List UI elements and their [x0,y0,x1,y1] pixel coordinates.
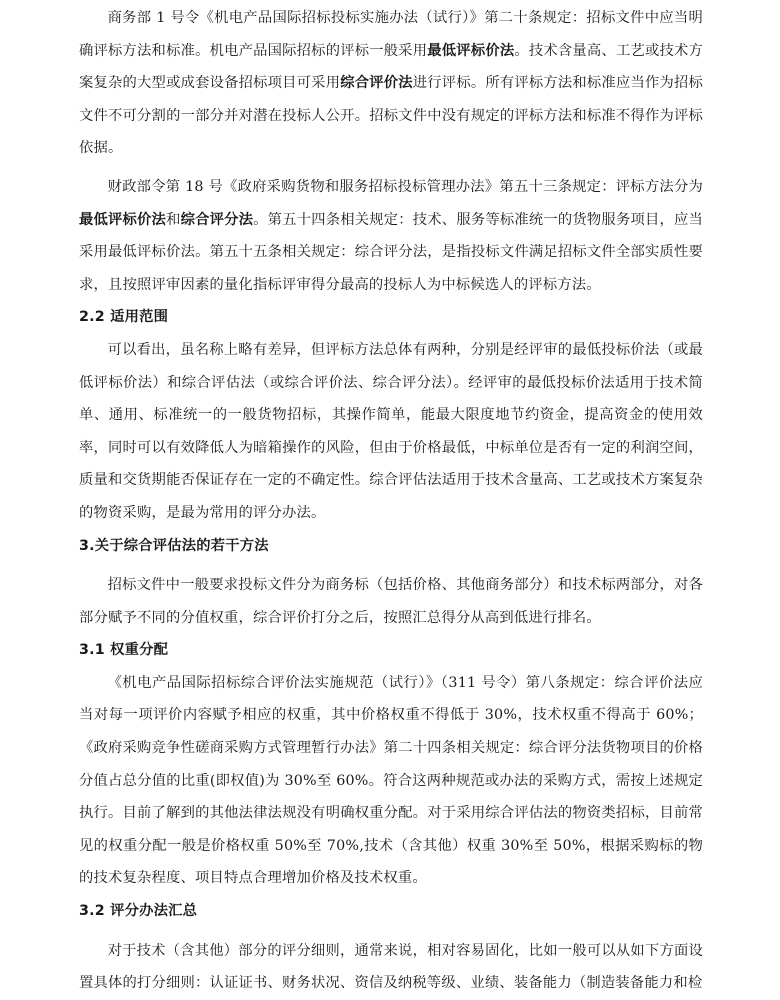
text-run: 和 [166,211,181,228]
heading-2-2-scope: 2.2 适用范围 [79,309,169,326]
paragraph-scoring-details: 对于技术（含其他）部分的评分细则，通常来说，相对容易固化，比如一般可以从如下方面设置具体的打分细则：认证证书、财务状况、资信及纳税等级、业绩、装备能力（制造装备能力和检 [79,942,703,992]
paragraph-mofcom-order [79,2,703,165]
text-run: 财政部令第 18 号《政府采购货物和服务招标投标管理办法》第五十三条规定：评标方法分为 [107,178,703,195]
text-run: 。第五十四条相关规定：技术、服务等标准统一的货物服务项目，应当采用最低评标价法。第五十五条相关规定：综合评分法，是指投标文件满足招标文件全部实质性要求，且按照评审因素的量化指标评审得分最高的投标人为中标候选人的评标方法。 [79,211,704,293]
paragraph-scope: 可以看出，虽名称上略有差异，但评标方法总体有两种，分别是经评审的最低投标价法（或最低评标价法）和综合评估法（或综合评价法、综合评分法）。经评审的最低投标价法适用于技术简单、通用、标准统一的一般货物招标，其操作简单，能最大限度地节约资金，提高资金的使用效率，同时可以有效降低人为暗箱操作的风险，但由于价格最低，中标单位是否有一定的利润空间，质量和交货期能否保证存在一定的不确定性。综合评估法适用于技术含量高、工艺或技术方案复杂的物资采购，是最为常用的评分办法。 [79,341,703,521]
heading-3-methods: 3.关于综合评估法的若干方法 [79,537,269,554]
document-page [79,0,703,1000]
bold-term-lowest-price-method: 最低评标价法 [79,211,167,228]
heading-3-1-weights: 3.1 权重分配 [79,642,169,659]
paragraph-weights: 《机电产品国际招标综合评价法实施规范（试行）》（311 号令）第八条规定：综合评价法应当对每一项评价内容赋予相应的权重，其中价格权重不得低于 30%，技术权重不得高于 60%；《政府采购竞争性磋商采购方式管理暂行办法》第二十四条相关规定：综合评分法货物项目的价格分值占总分值的比重(即权值)为 30%至 60%。符合这两种规范或办法的采购方式，需按上述规定执行。目前了解到的其他法律法规没有明确权重分配。对于采用综合评估法的物资类招标，目前常见的权重分配一般是价格权重 50%至 70%,技术（含其他）权重 30%至 50%，根据采购标的物的技术复杂程度、项目特点合理增加价格及技术权重。 [79,674,703,887]
bold-term-comprehensive-method: 综合评价法 [340,75,413,92]
paragraph-bid-structure: 招标文件中一般要求投标文件分为商务标（包括价格、其他商务部分）和技术标两部分，对各部分赋予不同的分值权重，综合评价打分之后，按照汇总得分从高到低进行排名。 [79,577,703,626]
bold-term-lowest-price-method: 最低评标价法 [427,42,515,59]
paragraph-mof-order [79,171,703,301]
heading-3-2-scoring: 3.2 评分办法汇总 [79,903,198,920]
text-run: 进行评标。所有评标方法和标准应当作为招标文件不可分割的一部分并对潜在投标人公开。招标文件中没有规定的评标方法和标准不得作为评标依据。 [79,75,703,157]
text-run: 商务部 1 号令《机电产品国际招标投标实施办法（试行）》第二十条规定：招标文件中应当明确评标方法和标准。机电产品国际招标的评标一般采用 [79,10,703,59]
text-run: 。技术含量高、工艺或技术方案复杂的大型或成套设备招标项目可采用 [79,42,703,92]
bold-term-comprehensive-score-method: 综合评分法 [180,211,254,228]
